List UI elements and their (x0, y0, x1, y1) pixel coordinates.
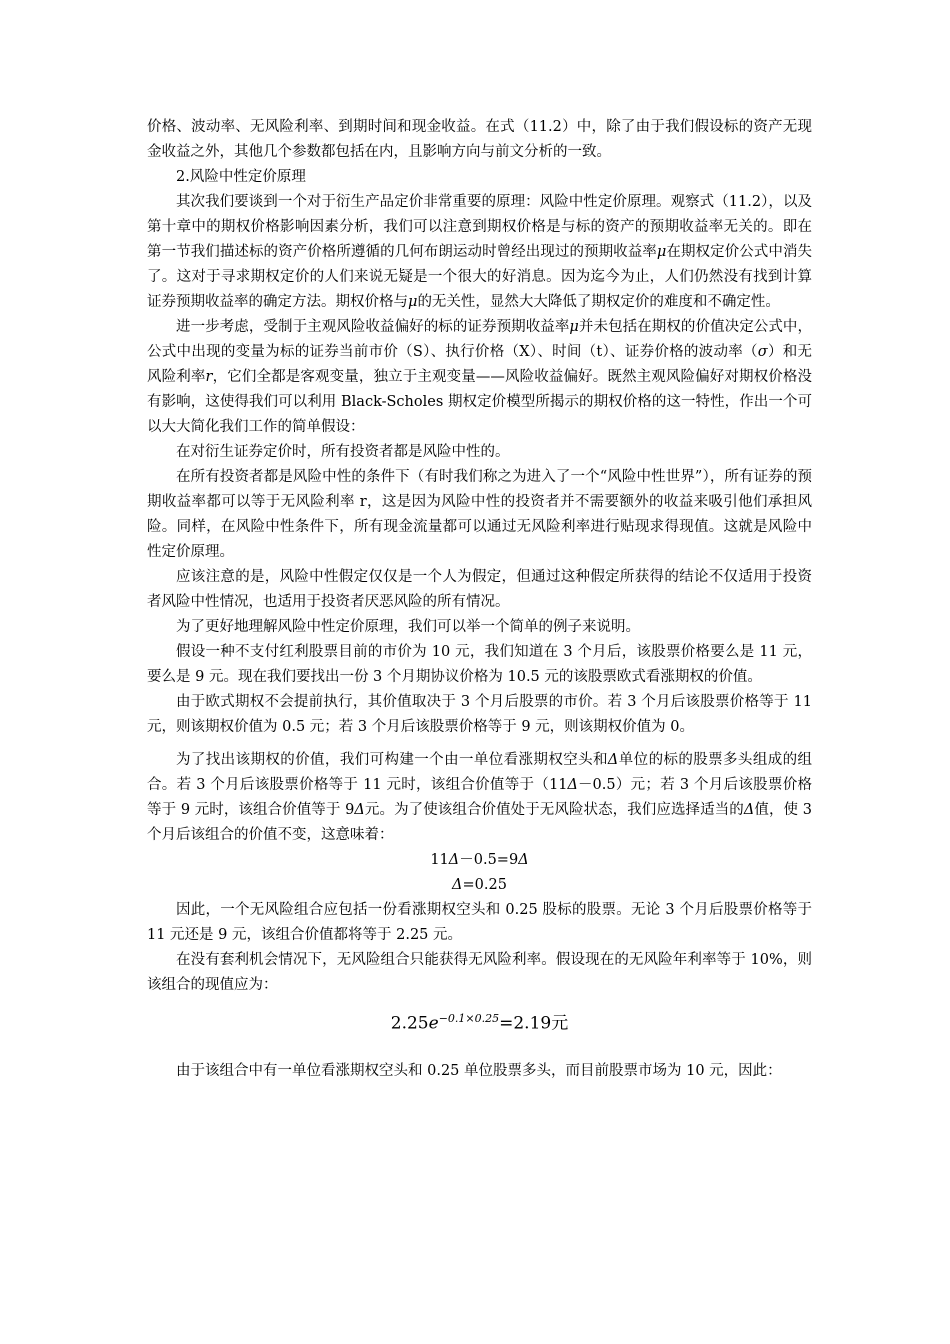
formula-base: 2.25 (390, 1013, 429, 1034)
paragraph: 假设一种不支付红利股票目前的市价为 10 元，我们知道在 3 个月后，该股票价格要么是 11 元，要么是 9 元。现在我们要找出一份 3 个月期协议价格为 10.5 元的该股票欧式看涨期权的价值。 (147, 644, 812, 685)
equation-text: 11 (430, 852, 449, 868)
paragraph-text: 其次我们要谈到一个对于衍生产品定价非常重要的原理：风险中性定价原理。观察式（11.2），以及第十章中的期权价格影响因素分析，我们可以注意到期权价格是与标的资产的预期收益率无关的。即在第一节我们描述标的资产价格所遵循的几何布朗运动时曾经出现过的预期收益率 (147, 194, 812, 260)
delta-symbol: Δ (448, 852, 460, 868)
paragraph-text: 在期权定价公式中消失了。这对于寻求期权定价的人们来说无疑是一个很大的好消息。因为迄今为止，人们仍然没有找到计算证券预期收益率的确定方法。期权价格与 (147, 244, 813, 310)
paragraph (147, 190, 812, 315)
paragraph-text: 值，使 3 个月后该组合的价值不变，这意味着： (147, 802, 813, 843)
equation-text: =0.25 (462, 877, 507, 893)
paragraph-text: 进一步考虑，受制于主观风险收益偏好的标的证券预期收益率 (176, 319, 570, 335)
present-value-formula (147, 1004, 812, 1039)
document-page (147, 115, 812, 1084)
paragraph: 由于欧式期权不会提前执行，其价值取决于 3 个月后股票的市价。若 3 个月后该股票价格等于 11 元，则该期权价值为 0.5 元；若 3 个月后该股票价格等于 9 元，则该期权价值为 0。 (147, 694, 812, 735)
mu-symbol: μ (656, 244, 667, 260)
section-heading: 2.风险中性定价原理 (176, 169, 306, 185)
equation-text: －0.5=9 (459, 852, 519, 868)
paragraph: 因此，一个无风险组合应包括一份看涨期权空头和 0.25 股标的股票。无论 3 个月后股票价格等于 11 元还是 9 元，该组合价值都将等于 2.25 元。 (147, 902, 812, 943)
paragraph-text: －0.5）元；若 3 个月后该股票价格等于 9 元时，该组合价值等于 9 (147, 777, 812, 818)
paragraph: 应该注意的是，风险中性假定仅仅是一个人为假定，但通过这种假定所获得的结论不仅适用于投资者风险中性情况，也适用于投资者厌恶风险的所有情况。 (147, 569, 812, 610)
paragraph-text: 为了找出该期权的价值，我们可构建一个由一单位看涨期权空头和 (176, 752, 608, 768)
paragraph: 在没有套利机会情况下，无风险组合只能获得无风险利率。假设现在的无风险年利率等于 10%，则该组合的现值应为： (147, 952, 812, 993)
delta-symbol: Δ (354, 802, 365, 818)
paragraph: 在对衍生证券定价时，所有投资者都是风险中性的。 (176, 444, 510, 460)
paragraph (147, 315, 812, 440)
sigma-symbol: σ (757, 344, 768, 360)
mu-symbol: μ (569, 319, 579, 335)
formula-result: =2.19元 (499, 1013, 569, 1034)
formula-exponent: −0.1×0.25 (438, 1012, 500, 1025)
paragraph-text: 价格、波动率、无风险利率、到期时间和现金收益。在式（11.2）中，除了由于我们假设标的资产无现金收益之外，其他几个参数都包括在内，且影响方向与前文分析的一致。 (147, 119, 812, 160)
paragraph-text: 的无关性，显然大大降低了期权定价的难度和不确定性。 (417, 294, 780, 310)
delta-symbol: Δ (452, 877, 463, 893)
paragraph-text: ，它们全都是客观变量，独立于主观变量——风险收益偏好。既然主观风险偏好对期权价格没有影响，这使得我们可以利用 Black-Scholes 期权定价模型所揭示的期权价格的这一特性，作出一个可以大大简化我们工作的简单假设： (147, 369, 813, 435)
paragraph-text: ）和无风险利率 (147, 344, 812, 385)
paragraph-text: 并未包括在期权的价值决定公式中，公式中出现的变量为标的证券当前市价（S）、执行价格（X）、时间（t）、证券价格的波动率（ (147, 319, 812, 360)
delta-symbol: Δ (567, 777, 579, 793)
paragraph (147, 748, 812, 848)
equation-line (147, 848, 812, 873)
paragraph: 为了更好地理解风险中性定价原理，我们可以举一个简单的例子来说明。 (176, 619, 640, 635)
paragraph: 由于该组合中有一单位看涨期权空头和 0.25 单位股票多头，而目前股票市场为 10 元，因此： (176, 1062, 782, 1079)
paragraph-text: 单位的标的股票多头组成的组合。若 3 个月后该股票价格等于 11 元时，该组合价值等于（11 (147, 752, 813, 793)
paragraph-text: 元。为了使该组合价值处于无风险状态，我们应选择适当的 (364, 802, 744, 818)
mu-symbol: μ (408, 294, 418, 310)
delta-symbol: Δ (607, 752, 619, 768)
equation-line (147, 873, 812, 898)
delta-symbol: Δ (518, 852, 529, 868)
paragraph (147, 115, 812, 165)
formula-e: e (428, 1013, 439, 1034)
delta-symbol: Δ (743, 802, 755, 818)
r-symbol: r (205, 369, 213, 385)
paragraph: 在所有投资者都是风险中性的条件下（有时我们称之为进入了一个“风险中性世界”），所有证券的预期收益率都可以等于无风险利率 r，这是因为风险中性的投资者并不需要额外的收益来吸引他们承担风险。同样，在风险中性条件下，所有现金流量都可以通过无风险利率进行贴现求得现值。这就是风险中性定价原理。 (147, 469, 812, 560)
